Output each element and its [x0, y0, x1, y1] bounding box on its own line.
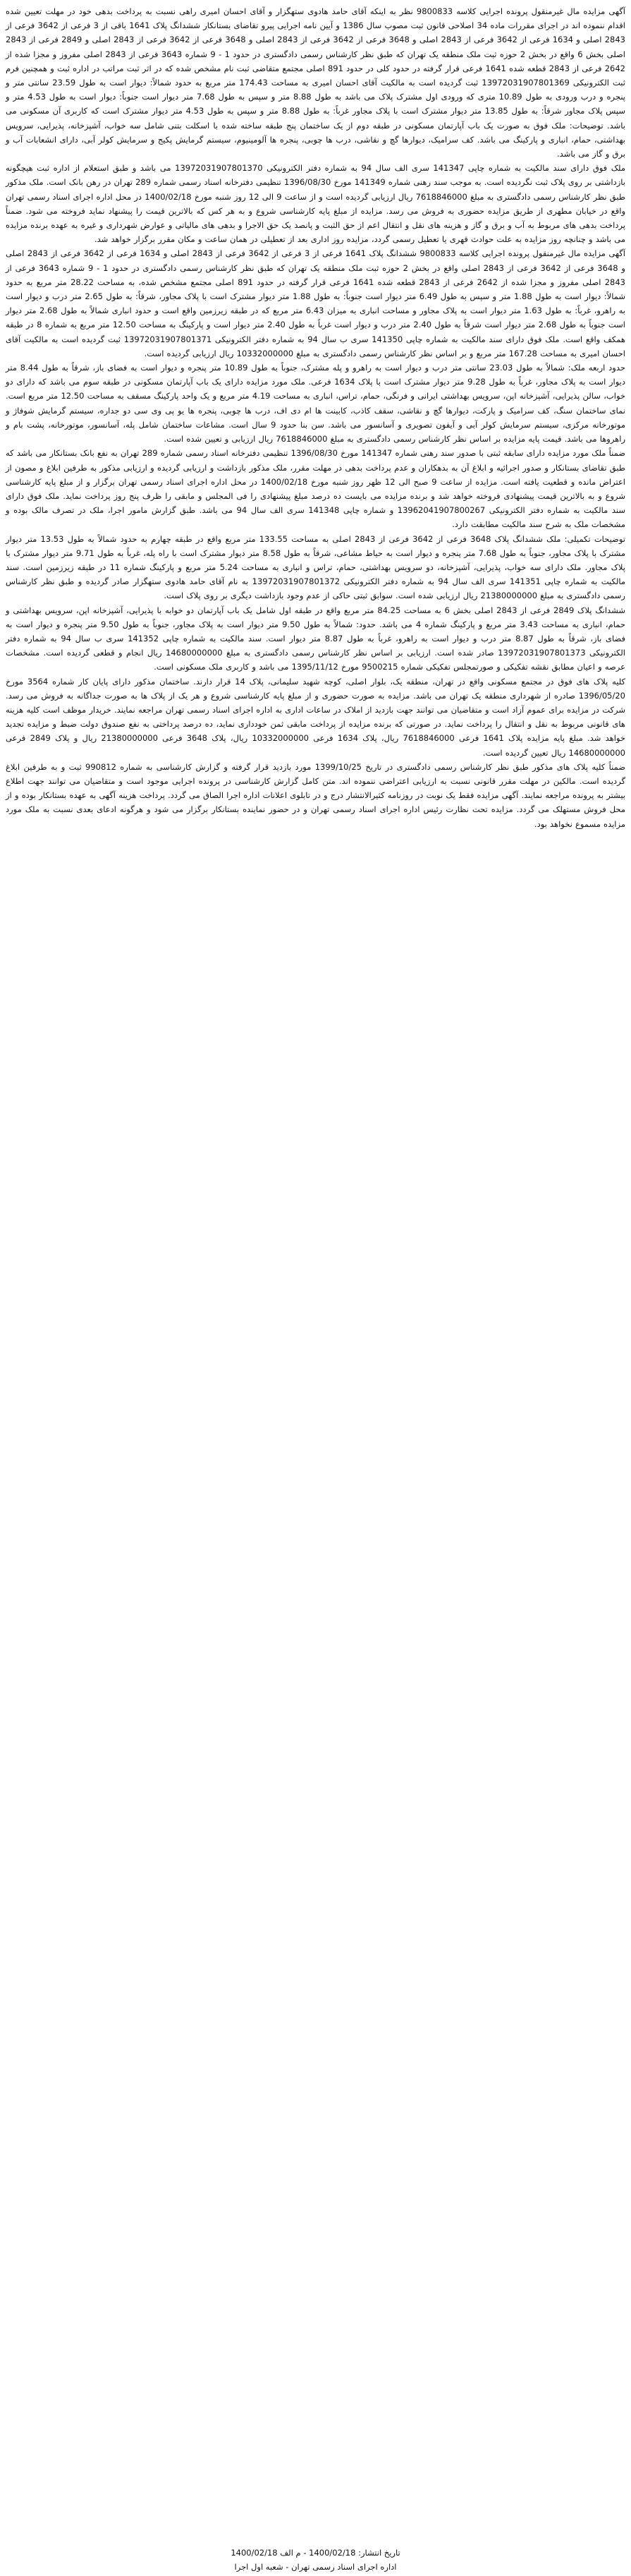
footer-office-line: اداره اجرای اسناد رسمی تهران - شعبه اول اجرا [234, 2562, 397, 2572]
document-footer [0, 2546, 631, 2574]
paragraph: ششدانگ پلاک 2849 فرعی از 2843 اصلی بخش 6 به مساحت 84.25 متر مربع واقع در طبقه اول شامل یک باب آپارتمان دو خوابه با پذیرایی، آشپزخانه اپن، سرویس بهداشتی و حمام، انباری به مساحت 3.43 متر مربع و پارکینگ شماره 4 می باشد. حدود: شمالاً به طول 9.50 متر دیوار است به پلاک مجاور، جنوباً به طول 9.50 متر پنجره و دیوار است به فضای باز، شرقاً به طول 8.87 متر درب و دیوار است به راهرو، غرباً به طول 8.87 متر دیوار است. سند مالکیت به شماره چاپی 141352 سری ب سال 94 به شماره دفتر الکترونیکی 13972031907801373 صادر شده است. ارزیابی بر اساس نظر کارشناس رسمی دادگستری به مبلغ 14680000000 ریال انجام و قطعی گردیده است. مشخصات عرصه و اعیان مطابق نقشه تفکیکی و صورتمجلس تفکیکی شماره 9500215 مورخ 1395/11/12 می باشد و کاربری ملک مسکونی است. [6, 605, 626, 672]
footer-date-line: تاریخ انتشار: 1400/02/18 - م الف 1400/02/18 [231, 2548, 400, 2558]
paragraph: کلیه پلاک های فوق در مجتمع مسکونی واقع در تهران، منطقه یک، بلوار اصلی، کوچه شهید سلیمانی، پلاک 14 قرار دارند. ساختمان مذکور دارای پایان کار شماره 3564 مورخ 1396/05/20 صادره از شهرداری منطقه یک تهران می باشد. مزایده به صورت حضوری و از مبلغ پایه کارشناسی شروع و هر یک از پلاک ها به صورت جداگانه به فروش می رسد. شرکت در مزایده برای عموم آزاد است و متقاضیان می توانند جهت بازدید از املاک در ساعات اداری به اداره اجرای اسناد رسمی تهران مراجعه نمایند. خریدار موظف است کلیه هزینه های قانونی مربوط به نقل و انتقال را پرداخت نماید. در صورتی که برنده مزایده از پرداخت مابقی ثمن خودداری نماید، ده درصد پرداختی به نفع صندوق دولت ضبط و مزایده تجدید خواهد شد. مبلغ پایه مزایده پلاک 1641 فرعی 7618846000 ریال، پلاک 1634 فرعی 10332000000 ریال، پلاک 3648 فرعی 21380000000 ریال و پلاک 2849 فرعی 14680000000 ریال تعیین گردیده است. [6, 676, 626, 758]
paragraph: آگهی مزایده مال غیرمنقول پرونده اجرایی کلاسه 9800833 ششدانگ پلاک 1641 فرعی از 3 فرعی از 3642 فرعی از 2843 اصلی و 1634 فرعی از 3642 فرعی از 2843 اصلی و 3648 فرعی از 3642 فرعی از 2843 اصلی واقع در بخش 2 حوزه ثبت ملک منطقه یک تهران که طبق نظر کارشناس رسمی دادگستری در حدود 1 - 9 شماره 3643 فرعی از 2843 اصلی مفروز و مجزا شده از 2642 فرعی از 2843 قطعه شده 1641 فرعی قرار گرفته در حدود 891 اصلی مجتمع مشخص شده، به مساحت 28.22 متر مربع به حدود شمالاً: دیوار است به طول 1.88 متر و سپس به طول 6.49 متر دیوار است جنوباً: به طول 1.88 متر دیوار مشترک است با پلاک مجاور، شرقاً: به طول 2.65 متر درب و دیوار است به راهرو، غرباً: به طول 1.63 متر دیوار است به پلاک مجاور و مساحت انباری به میزان 6.43 متر مربع که در طبقه زیرزمین واقع است و حدود انباری شمالاً به طول 2.68 متر دیوار است جنوباً به طول 2.68 متر دیوار است شرقاً به طول 2.40 متر درب و دیوار است غرباً به طول 2.40 متر دیوار است و پارکینگ به مساحت 12.50 متر مربع به شماره 8 در طبقه همکف واقع است. ملک فوق دارای سند مالکیت به شماره چاپی 141350 سری ب سال 94 به شماره دفتر الکترونیکی 13972031907801371 ثبت گردیده است به مالکیت آقای احسان امیری به مساحت 167.28 متر مربع و بر اساس نظر کارشناس رسمی دادگستری به مبلغ 10332000000 ریال ارزیابی گردیده است. [6, 248, 625, 358]
paragraph: ملک فوق دارای سند مالکیت به شماره چاپی 141347 سری الف سال 94 به شماره دفتر الکترونیکی 13972031907801370 می باشد و طبق استعلام از اداره ثبت هیچگونه بازداشتی بر روی پلاک ثبت نگردیده است. به موجب سند رهنی شماره 141349 مورخ 1396/08/30 تنظیمی دفترخانه اسناد رسمی شماره 289 تهران در رهن بانک است. ملک مذکور طبق نظر کارشناس رسمی دادگستری به مبلغ 7618846000 ریال ارزیابی گردیده است و از ساعت 9 الی 12 روز شنبه مورخ 1400/02/18 در محل اداره اجرای اسناد رسمی تهران واقع در خیابان مطهری از طریق مزایده حضوری به فروش می رسد. مزایده از مبلغ پایه کارشناسی شروع و به هر کس که بالاترین قیمت را پیشنهاد نماید فروخته می شود. ضمناً پرداخت بدهی های مربوط به آب و برق و گاز و هزینه های نقل و انتقال اعم از حق الثبت و پانصد یک حق الاجرا و بدهی های مالیاتی و عوارض شهرداری و غیره به عهده برنده مزایده می باشد و چنانچه روز مزایده به علت حوادث قهری یا تعطیل رسمی گردد، مزایده روز اداری بعد از تعطیلی در همان ساعت و مکان مقرر برگزار خواهد شد. [6, 163, 626, 245]
paragraph: ضمناً کلیه پلاک های مذکور طبق نظر کارشناس رسمی دادگستری در تاریخ 1399/10/25 مورد بازدید قرار گرفته و گزارش کارشناسی به شماره 990812 ثبت و به طرفین ابلاغ گردیده است. مالکین در مهلت مقرر قانونی نسبت به ارزیابی اعتراضی ننموده اند. متن کامل گزارش کارشناسی در پرونده اجرایی موجود است و متقاضیان می توانند جهت اطلاع بیشتر به پرونده مراجعه نمایند. آگهی مزایده فقط یک نوبت در روزنامه کثیرالانتشار درج و در تابلوی اعلانات اداره اجرا الصاق می گردد. پرداخت هزینه آگهی به عهده بستانکار بوده و از محل فروش مستهلک می گردد. مزایده تحت نظارت رئیس اداره اجرای اسناد رسمی تهران و در حضور نماینده بستانکار برگزار می شود و هرگونه ادعای بعدی نسبت به ملک مورد مزایده مسموع نخواهد بود. [6, 761, 626, 829]
paragraph: حدود اربعه ملک: شمالاً به طول 23.03 سانتی متر درب و دیوار است به راهرو و پله مشترک، جنوباً به طول 10.89 متر پنجره و دیوار است به فضای باز، شرقاً به طول 8.44 متر دیوار است به پلاک مجاور، غرباً به طول 9.28 متر دیوار مشترک است با پلاک 1634 فرعی. ملک مورد مزایده دارای یک باب آپارتمان مسکونی در طبقه سوم می باشد که دارای دو خواب، سالن پذیرایی، آشپزخانه اپن، سرویس بهداشتی ایرانی و فرنگی، حمام، تراس، انباری به مساحت 4.19 متر مربع و یک واحد پارکینگ مسقف به مساحت 12.50 متر مربع است. نمای ساختمان سنگ، کف سرامیک و پارکت، دیوارها گچ و نقاشی، سقف کاذب، کابینت ها ام دی اف، درب ها چوبی، پنجره ها یو پی وی سی دو جداره، سیستم گرمایش شوفاژ و موتورخانه مرکزی، سیستم سرمایش کولر آبی و آیفون تصویری و آسانسور می باشد. سن بنا حدود 9 سال است. مشاعات ساختمان شامل پله، آسانسور، موتورخانه، پشت بام و راهروها می باشد. قیمت پایه مزایده بر اساس نظر کارشناس رسمی دادگستری به مبلغ 7618846000 ریال ارزیابی و تعیین شده است. [6, 363, 625, 445]
paragraph: ضمناً ملک مورد مزایده دارای سابقه ثبتی با صدور سند رهنی شماره 141347 مورخ 1396/08/30 تنظیمی دفترخانه اسناد رسمی شماره 289 تهران به نفع بانک بستانکار می باشد که طبق تقاضای بستانکار و صدور اجرائیه و ابلاغ آن به بدهکاران و عدم پرداخت بدهی در مهلت مقرر، ملک مذکور بازداشت و ارزیابی گردیده و ارزیابی مذکور به طرفین ابلاغ و مصون از اعتراض مانده و قطعیت یافته است. مزایده از ساعت 9 صبح الی 12 ظهر روز شنبه مورخ 1400/02/18 در محل اداره اجرای اسناد رسمی تهران برگزار و از مبلغ پایه کارشناسی شروع و به بالاترین قیمت پیشنهادی فروخته خواهد شد و برنده مزایده می بایست ده درصد مبلغ پیشنهادی را فی المجلس و مابقی را ظرف پنج روز پرداخت نماید. ملک فوق دارای سند مالکیت به شماره دفتر الکترونیکی 13962041907800267 و شماره چاپی 141348 سری الف سال 94 می باشد. طبق گزارش مامور اجرا، ملک در تصرف مالک بوده و مشخصات ملک به شرح سند مالکیت مطابقت دارد. [6, 448, 626, 530]
document-body [6, 4, 625, 831]
paragraph: آگهی مزایده مال غیرمنقول پرونده اجرایی کلاسه 9800833 نظر به اینکه آقای حامد هادوی ستهگزار و آقای احسان امیری راهی نسبت به پرداخت بدهی خود در مهلت تعیین شده اقدام ننموده اند در اجرای مقررات ماده 34 اصلاحی قانون ثبت مصوب سال 1386 و آیین نامه اجرایی پیرو تقاضای بستانکار ششدانگ پلاک 1641 باقی از 3 فرعی از 3642 فرعی از 2843 اصلی و 1634 فرعی از 3642 فرعی از 2843 اصلی و 3648 فرعی از 3642 فرعی از 2843 اصلی و 3648 فرعی از 3642 فرعی از 2843 اصلی و 2849 فرعی از 2843 اصلی بخش 6 واقع در بخش 2 حوزه ثبت ملک منطقه یک تهران که طبق نظر کارشناس رسمی دادگستری در حدود 1 - 9 شماره 3643 فرعی از 2843 اصلی مفروز و مجزا شده از 2642 فرعی از 2843 قطعه شده 1641 فرعی قرار گرفته در حدود کلی در حدود 891 اصلی مجتمع متقاضی ثبت نام مشخص شده که در اثر ثبت مراتب در اداره ثبت و همچنین فرم ثبت الکترونیکی 13972031907801369 ثبت گردیده است به مالکیت آقای احسان امیری به مساحت 174.43 متر مربع به حدود شمالاً: دیوار است به طول 23.59 سانتی متر و پنجره و درب ورودی به طول 10.89 متری که ورودی اول مشترک پلاک می باشد به طول 8.88 متر و سپس به طول 7.68 متر دیوار است جنوباً: دیوار است به طول 4.53 متر و سپس پلاک مجاور شرقاً: به طول 13.85 متر دیوار مشترک است با پلاک مجاور غرباً: به طول 8.88 متر و سپس به طول 4.53 متر دیوار مشترک است که کاربری آن مسکونی می باشد. توضیحات: ملک فوق به صورت یک باب آپارتمان مسکونی در طبقه دوم از یک ساختمان پنج طبقه ساخته شده با اسکلت بتنی شامل سه خواب، آشپزخانه، پذیرایی، سرویس بهداشتی، حمام، انباری و پارکینگ می باشد. کف سرامیک، دیوارها گچ و نقاشی، درب ها چوبی، پنجره ها آلومینیوم، سیستم گرمایش پکیج و سرمایش کولر آبی، دارای انشعابات آب و برق و گاز می باشد. [6, 6, 626, 159]
paragraph: توضیحات تکمیلی: ملک ششدانگ پلاک 3648 فرعی از 3642 فرعی از 2843 اصلی به مساحت 133.55 متر مربع واقع در طبقه چهارم به حدود شمالاً به طول 13.53 متر دیوار مشترک با پلاک مجاور، جنوباً به طول 7.68 متر پنجره و دیوار است به حیاط مشاعی، شرقاً به طول 8.58 متر دیوار مشترک است با راه پله، غرباً به طول 9.71 متر دیوار مشترک با پلاک مجاور. ملک دارای سه خواب، پذیرایی، آشپزخانه، دو سرویس بهداشتی، حمام، تراس و انباری به مساحت 5.24 متر مربع و پارکینگ شماره 11 در طبقه زیرزمین است. سند مالکیت به شماره چاپی 141351 سری الف سال 94 به شماره دفتر الکترونیکی 13972031907801372 به نام آقای حامد هادوی ستهگزار صادر گردیده و طبق نظر کارشناس رسمی دادگستری به مبلغ 21380000000 ریال ارزیابی شده است. سوابق ثبتی حاکی از عدم وجود بازداشت دیگری بر روی پلاک است. [6, 533, 626, 601]
